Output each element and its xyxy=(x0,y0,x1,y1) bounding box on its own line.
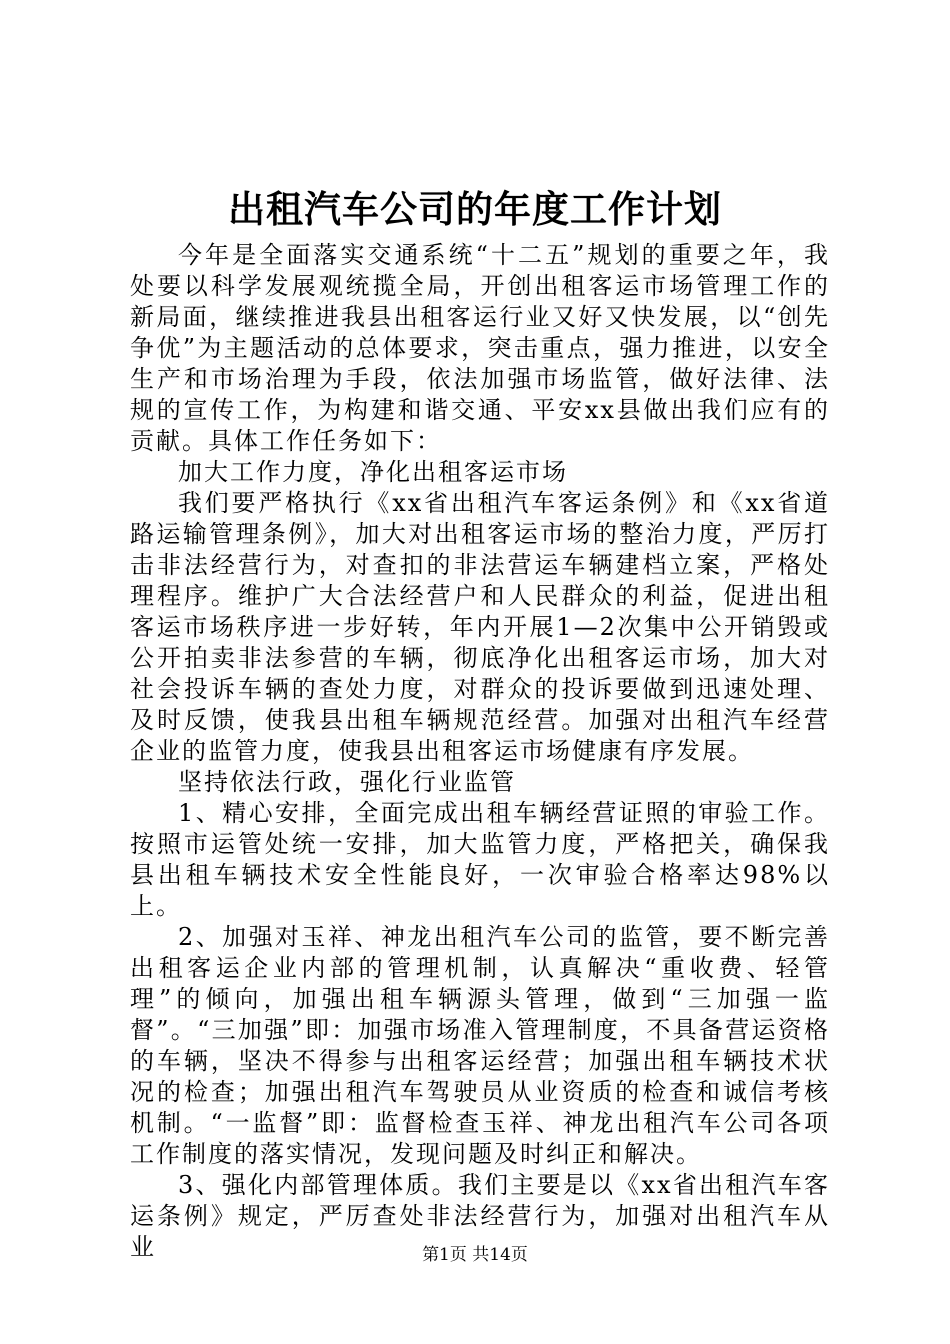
paragraph-item-3: 3、强化内部管理体质。我们主要是以《xx省出租汽车客运条例》规定，严厉查处非法经营行为，加强对出租汽车从业 xyxy=(130,1171,830,1261)
document-body xyxy=(130,240,830,1263)
page-number-footer: 第1页 共14页 xyxy=(422,1245,528,1265)
paragraph-intro: 今年是全面落实交通系统“十二五”规划的重要之年，我处要以科学发展观统揽全局，开创出租客运市场管理工作的新局面，继续推进我县出租客运行业又好又快发展，以“创先争优”为主题活动的总体要求，突击重点，强力推进，以安全生产和市场治理为手段，依法加强市场监管，做好法律、法规的宣传工作，为构建和谐交通、平安xx县做出我们应有的贡献。具体工作任务如下： xyxy=(130,241,830,455)
paragraph-item-1: 1、精心安排，全面完成出租车辆经营证照的审验工作。按照市运管处统一安排，加大监管力度，严格把关，确保我县出租车辆技术安全性能良好，一次审验合格率达98%以上。 xyxy=(130,799,830,920)
section-heading-supervision: 坚持依法行政，强化行业监管 xyxy=(178,768,516,796)
section-heading-market: 加大工作力度，净化出租客运市场 xyxy=(178,458,568,486)
paragraph-item-2: 2、加强对玉祥、神龙出租汽车公司的监管，要不断完善出租客运企业内部的管理机制，认真解决“重收费、轻管理”的倾向，加强出租车辆源头管理，做到“三加强一监督”。“三加强”即：加强市场准入管理制度，不具备营运资格的车辆，坚决不得参与出租客运经营；加强出租车辆技术状况的检查；加强出租汽车驾驶员从业资质的检查和诚信考核机制。“一监督”即：监督检查玉祥、神龙出租汽车公司各项工作制度的落实情况，发现问题及时纠正和解决。 xyxy=(130,923,830,1168)
paragraph-market: 我们要严格执行《xx省出租汽车客运条例》和《xx省道路运输管理条例》，加大对出租客运市场的整治力度，严厉打击非法经营行为，对查扣的非法营运车辆建档立案，严格处理程序。维护广大合法经营户和人民群众的利益，促进出租客运市场秩序进一步好转，年内开展1—2次集中公开销毁或公开拍卖非法参营的车辆，彻底净化出租客运市场，加大对社会投诉车辆的查处力度，对群众的投诉要做到迅速处理、及时反馈，使我县出租车辆规范经营。加强对出租汽车经营企业的监管力度，使我县出租客运市场健康有序发展。 xyxy=(130,489,830,765)
document-title: 出租汽车公司的年度工作计划 xyxy=(228,187,722,231)
